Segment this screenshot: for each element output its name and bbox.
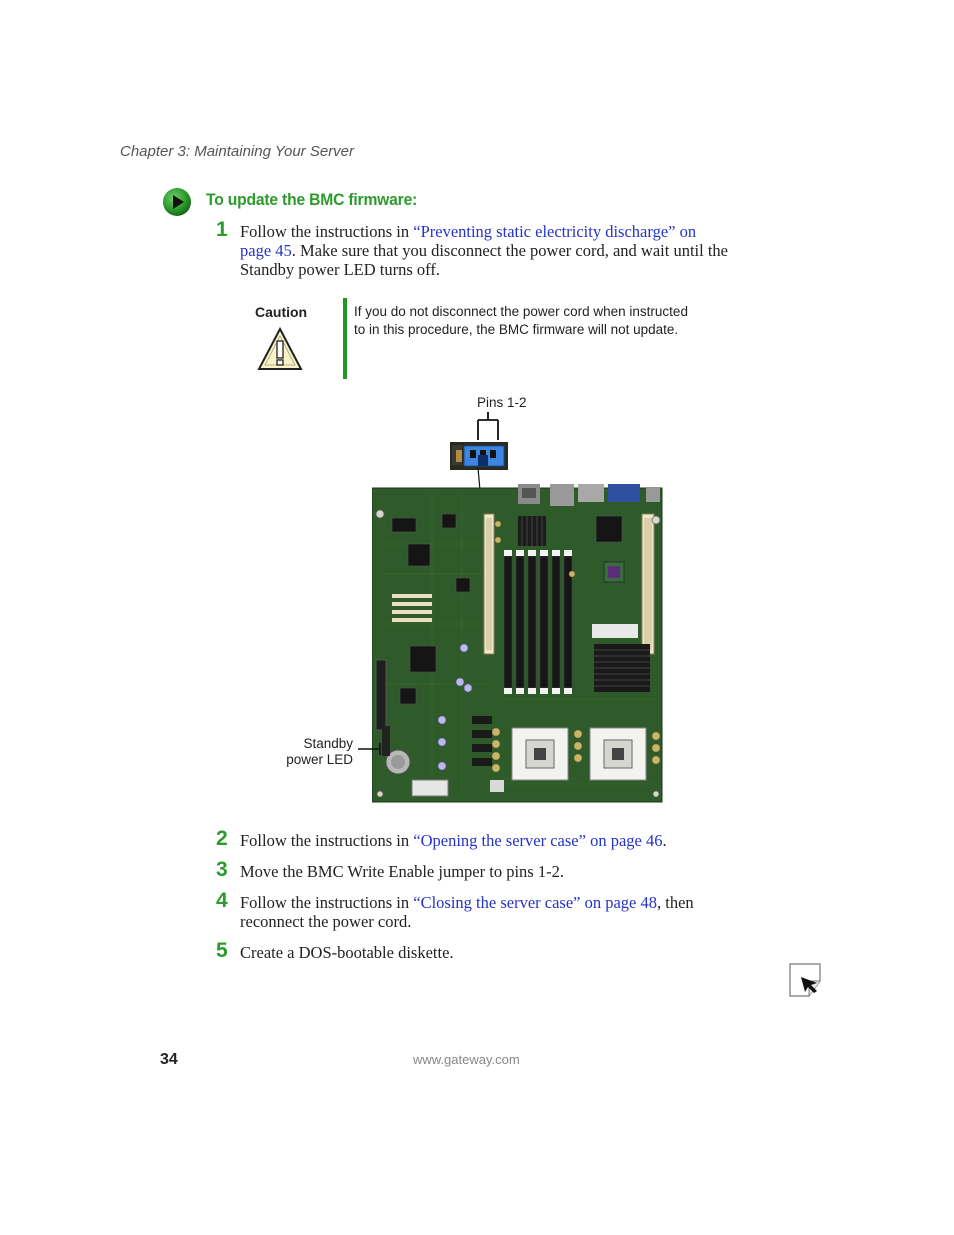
step-1-link[interactable]: “Preventing static electricity discharge” on bbox=[413, 222, 697, 241]
page-turn-icon[interactable] bbox=[787, 961, 825, 999]
footer-url[interactable]: www.gateway.com bbox=[413, 1052, 520, 1067]
motherboard-image bbox=[372, 484, 664, 804]
step-number: 2 bbox=[216, 827, 228, 850]
step-1-post2: Standby power LED turns off. bbox=[240, 260, 440, 279]
led-callout-line-1: Standby bbox=[303, 736, 353, 751]
page-number: 34 bbox=[160, 1051, 178, 1068]
step-1-post: . Make sure that you disconnect the power cord, and wait until the bbox=[291, 241, 728, 260]
caution-line-2: to in this procedure, the BMC firmware will not update. bbox=[354, 322, 679, 337]
led-callout-line-2: power LED bbox=[286, 752, 353, 767]
step-number: 5 bbox=[216, 939, 228, 962]
step-2-text bbox=[240, 831, 800, 850]
pins-bracket bbox=[470, 412, 510, 442]
led-callout-label bbox=[283, 736, 353, 768]
step-2-post: . bbox=[662, 831, 667, 850]
led-pointer-line bbox=[358, 742, 384, 756]
warning-triangle-icon bbox=[257, 327, 303, 371]
step-2-pre: Follow the instructions in bbox=[240, 831, 414, 850]
caution-label: Caution bbox=[255, 304, 308, 320]
pins-callout-label: Pins 1-2 bbox=[477, 395, 527, 410]
step-number: 4 bbox=[216, 889, 228, 912]
procedure-title: To update the BMC firmware: bbox=[206, 190, 418, 209]
play-arrow-icon bbox=[162, 187, 192, 217]
step-4-post2: reconnect the power cord. bbox=[240, 912, 412, 931]
caution-divider bbox=[343, 298, 347, 379]
step-4-text bbox=[240, 893, 800, 931]
jumper-closeup bbox=[450, 442, 508, 470]
step-1-pre: Follow the instructions in bbox=[240, 222, 414, 241]
step-4-link[interactable]: “Closing the server case” on page 48 bbox=[413, 893, 657, 912]
caution-text bbox=[354, 303, 734, 339]
step-5-text: Create a DOS-bootable diskette. bbox=[240, 943, 454, 962]
chapter-header: Chapter 3: Maintaining Your Server bbox=[120, 143, 355, 160]
step-3-text: Move the BMC Write Enable jumper to pins 1-2. bbox=[240, 862, 564, 881]
step-1-link-continued[interactable]: page 45 bbox=[240, 241, 292, 260]
caution-line-1: If you do not disconnect the power cord when instructed bbox=[354, 304, 688, 319]
step-number: 1 bbox=[216, 218, 228, 241]
step-1-text bbox=[240, 222, 800, 279]
step-number: 3 bbox=[216, 858, 228, 881]
step-2-link[interactable]: “Opening the server case” on page 46 bbox=[413, 831, 663, 850]
step-4-post: , then bbox=[657, 893, 694, 912]
step-4-pre: Follow the instructions in bbox=[240, 893, 414, 912]
